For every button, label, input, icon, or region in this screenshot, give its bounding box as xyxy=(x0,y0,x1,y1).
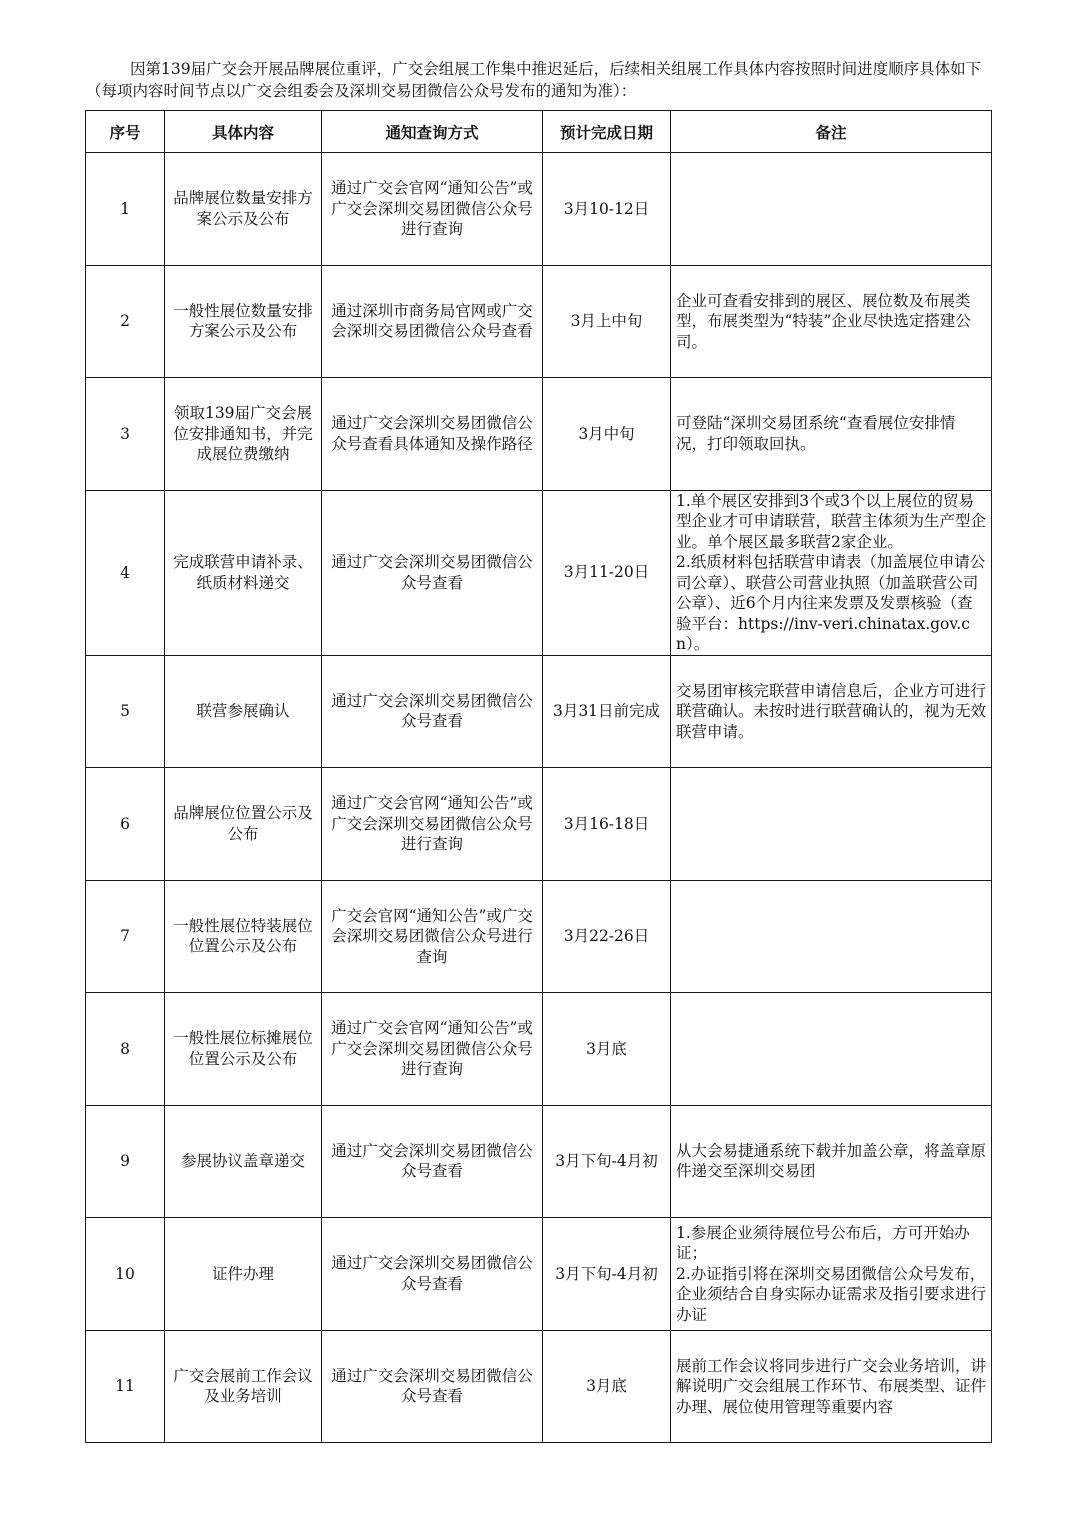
row-content: 品牌展位位置公示及公布 xyxy=(165,768,322,881)
table-row xyxy=(86,1330,992,1443)
row-note xyxy=(671,1218,992,1331)
row-note xyxy=(671,993,992,1106)
table-row xyxy=(86,153,992,266)
row-date: 3月22-26日 xyxy=(543,880,671,993)
table-body xyxy=(86,153,992,1443)
row-content: 证件办理 xyxy=(165,1218,322,1331)
row-method: 通过广交会深圳交易团微信公众号查看 xyxy=(322,655,543,768)
table-row xyxy=(86,768,992,881)
table-row xyxy=(86,490,992,655)
table-row xyxy=(86,378,992,491)
table-header-row xyxy=(86,111,992,153)
row-number: 2 xyxy=(86,265,165,378)
row-number: 9 xyxy=(86,1105,165,1218)
header-method: 通知查询方式 xyxy=(322,111,543,153)
row-method: 广交会官网“通知公告”或广交会深圳交易团微信公众号进行查询 xyxy=(322,880,543,993)
row-method: 通过广交会深圳交易团微信公众号查看 xyxy=(322,1218,543,1331)
row-date: 3月底 xyxy=(543,993,671,1106)
row-number: 3 xyxy=(86,378,165,491)
row-content: 完成联营申请补录、纸质材料递交 xyxy=(165,490,322,655)
note-line: 可登陆“深圳交易团系统“查看展位安排情况，打印领取回执。 xyxy=(676,414,956,453)
row-note xyxy=(671,1330,992,1443)
row-date: 3月中旬 xyxy=(543,378,671,491)
row-date: 3月16-18日 xyxy=(543,768,671,881)
row-number: 7 xyxy=(86,880,165,993)
row-note xyxy=(671,378,992,491)
table-row xyxy=(86,993,992,1106)
note-line: 从大会易捷通系统下载并加盖公章，将盖章原件递交至深圳交易团 xyxy=(676,1141,987,1181)
row-method: 通过广交会深圳交易团微信公众号查看 xyxy=(322,490,543,655)
row-number: 8 xyxy=(86,993,165,1106)
note-line: 企业可查看安排到的展区、展位数及布展类型，布展类型为“特装”企业尽快选定搭建公司。 xyxy=(676,291,971,351)
row-method: 通过深圳市商务局官网或广交会深圳交易团微信公众号查看 xyxy=(322,265,543,378)
row-date: 3月底 xyxy=(543,1330,671,1443)
row-content: 品牌展位数量安排方案公示及公布 xyxy=(165,153,322,266)
row-number: 6 xyxy=(86,768,165,881)
row-note xyxy=(671,768,992,881)
header-no: 序号 xyxy=(86,111,165,153)
note-line: 1.单个展区安排到3个或3个以上展位的贸易型企业才可申请联营，联营主体须为生产型企业。单个展区最多联营2家企业。 xyxy=(676,491,987,551)
note-line: 2.办证指引将在深圳交易团微信公众号发布，企业须结合自身实际办证需求及指引要求进行办证 xyxy=(676,1264,987,1324)
row-note xyxy=(671,1105,992,1218)
table-row xyxy=(86,265,992,378)
row-method: 通过广交会官网“通知公告”或广交会深圳交易团微信公众号进行查询 xyxy=(322,993,543,1106)
row-number: 1 xyxy=(86,153,165,266)
row-date: 3月11-20日 xyxy=(543,490,671,655)
row-number: 5 xyxy=(86,655,165,768)
row-content: 一般性展位数量安排方案公示及公布 xyxy=(165,265,322,378)
row-content: 一般性展位特装展位位置公示及公布 xyxy=(165,880,322,993)
header-content: 具体内容 xyxy=(165,111,322,153)
row-note xyxy=(671,880,992,993)
table-row xyxy=(86,1105,992,1218)
row-date: 3月10-12日 xyxy=(543,153,671,266)
row-date: 3月上中旬 xyxy=(543,265,671,378)
row-number: 10 xyxy=(86,1218,165,1331)
table-row xyxy=(86,880,992,993)
note-line: 交易团审核完联营申请信息后，企业方可进行联营确认。未按时进行联营确认的，视为无效联营申请。 xyxy=(676,681,987,741)
intro-line-2: 序具体如下（每项内容时间节点以广交会组委会及深圳交易团微信公众号发布的通知为准）： xyxy=(86,60,982,100)
note-line: 1.参展企业须待展位号公布后，方可开始办证； xyxy=(676,1223,970,1262)
row-method: 通过广交会官网“通知公告”或广交会深圳交易团微信公众号进行查询 xyxy=(322,153,543,266)
row-method: 通过广交会深圳交易团微信公众号查看 xyxy=(322,1105,543,1218)
intro-line-1: 因第139届广交会开展品牌展位重评，广交会组展工作集中推迟延后，后续相关组展工作具体内容按照时间进度顺 xyxy=(130,60,904,78)
schedule-table xyxy=(85,110,992,1443)
row-number: 11 xyxy=(86,1330,165,1443)
row-date: 3月下旬-4月初 xyxy=(543,1218,671,1331)
row-content: 一般性展位标摊展位位置公示及公布 xyxy=(165,993,322,1106)
table-row xyxy=(86,655,992,768)
header-date: 预计完成日期 xyxy=(543,111,671,153)
row-content: 广交会展前工作会议及业务培训 xyxy=(165,1330,322,1443)
note-line: 2.纸质材料包括联营申请表（加盖展位申请公司公章）、联营公司营业执照（加盖联营公司公章）、近6个月内往来发票及发票核验（查验平台：https://inv-veri.chinatax.gov.cn）。 xyxy=(676,553,986,653)
row-note xyxy=(671,490,992,655)
row-content: 参展协议盖章递交 xyxy=(165,1105,322,1218)
row-note xyxy=(671,655,992,768)
row-note xyxy=(671,153,992,266)
row-number: 4 xyxy=(86,490,165,655)
intro-paragraph xyxy=(86,58,992,102)
row-note xyxy=(671,265,992,378)
note-line: 展前工作会议将同步进行广交会业务培训，讲解说明广交会组展工作环节、布展类型、证件办理、展位使用管理等重要内容 xyxy=(676,1356,987,1416)
row-method: 通过广交会深圳交易团微信公众号查看具体通知及操作路径 xyxy=(322,378,543,491)
row-content: 领取139届广交会展位安排通知书，并完成展位费缴纳 xyxy=(165,378,322,491)
header-note: 备注 xyxy=(671,111,992,153)
table-row xyxy=(86,1218,992,1331)
row-content: 联营参展确认 xyxy=(165,655,322,768)
row-date: 3月下旬-4月初 xyxy=(543,1105,671,1218)
row-date: 3月31日前完成 xyxy=(543,655,671,768)
row-method: 通过广交会深圳交易团微信公众号查看 xyxy=(322,1330,543,1443)
row-method: 通过广交会官网“通知公告”或广交会深圳交易团微信公众号进行查询 xyxy=(322,768,543,881)
